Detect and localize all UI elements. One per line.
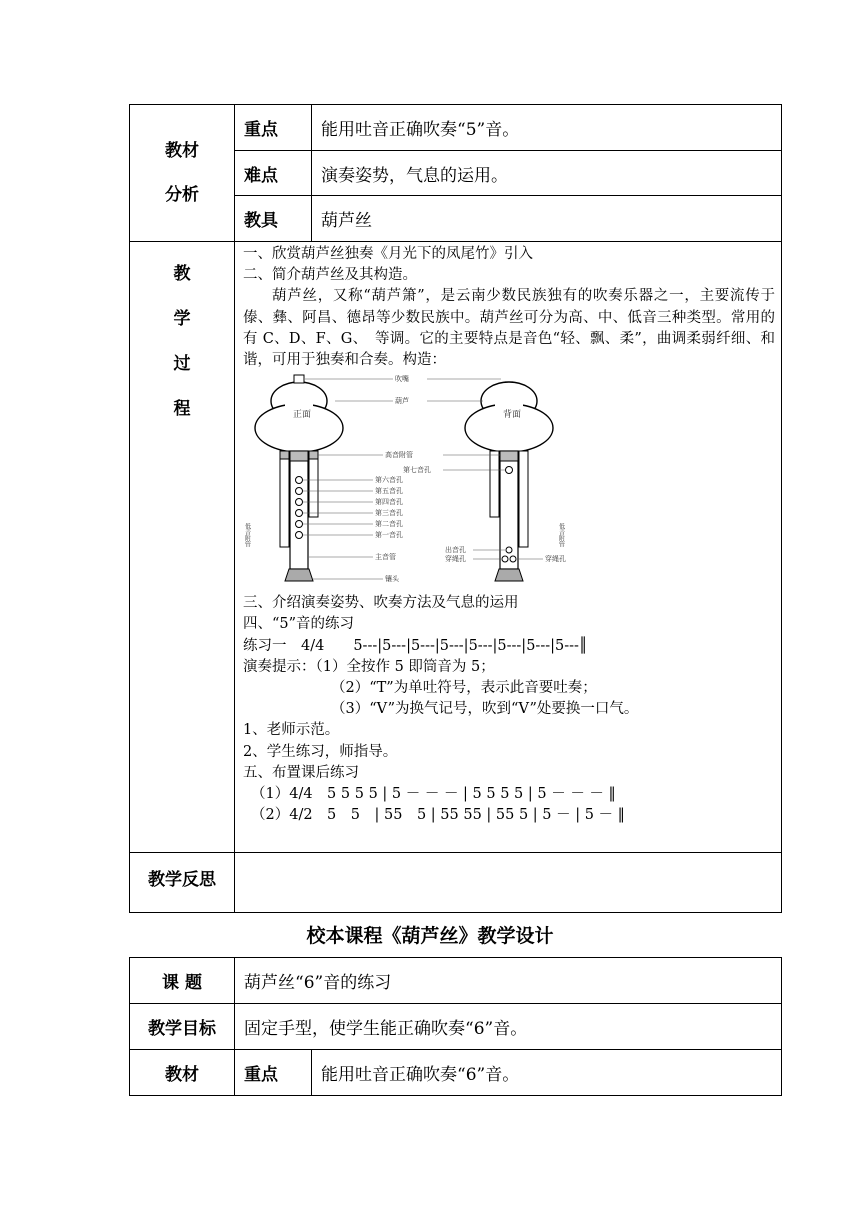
analysis-label-2: 分析 <box>165 185 199 205</box>
key-point-value: 能用吐音正确吹奏“5”音。 <box>312 105 782 151</box>
process-char-4: 程 <box>173 399 191 419</box>
front-gourd-icon <box>255 375 343 581</box>
label-hole-3: 第三音孔 <box>375 509 403 518</box>
label-rope-hole-right: 穿绳孔 <box>545 555 566 564</box>
label-hole-5: 第五音孔 <box>375 487 403 496</box>
difficulty-label: 难点 <box>235 151 312 196</box>
reflection-value <box>235 853 782 913</box>
goal-label: 教学目标 <box>130 1004 235 1050</box>
tip-3: （3）“V”为换气记号，吹到“V”处要换一口气。 <box>331 701 639 718</box>
label-sound-hole: 出音孔 <box>445 546 466 555</box>
label-low-pipe-left: 低音附管 <box>243 523 251 548</box>
material-label: 教材 <box>130 1050 235 1096</box>
back-label: 背面 <box>503 410 522 421</box>
label-hole-6: 第六音孔 <box>375 476 403 485</box>
label-rope-hole-left: 穿绳孔 <box>445 555 466 564</box>
label-hole-1: 第一音孔 <box>375 531 403 540</box>
teaching-aid-value: 葫芦丝 <box>312 196 782 242</box>
process-content <box>235 242 782 853</box>
label-hole-2: 第二音孔 <box>375 520 403 529</box>
key-point-value-2: 能用吐音正确吹奏“6”音。 <box>312 1050 782 1096</box>
label-low-pipe-right: 低音附管 <box>557 523 565 548</box>
key-point-label: 重点 <box>235 105 312 151</box>
back-gourd-icon <box>465 382 553 581</box>
goal-value: 固定手型，使学生能正确吹奏“6”音。 <box>235 1004 782 1050</box>
key-point-label-2: 重点 <box>235 1050 312 1096</box>
tip-2: （2）“T”为单吐符号，表示此音要吐奏； <box>331 680 597 697</box>
sub-step-2: 2、学生练习，师指导。 <box>243 743 398 760</box>
step-3: 三、介绍演奏姿势、吹奏方法及气息的运用 <box>243 595 519 612</box>
teaching-aid-label: 教具 <box>235 196 312 242</box>
exercise-1: 练习一 4/4 5---|5---|5---|5---|5---|5---|5---|5---║ <box>243 637 588 654</box>
topic-value: 葫芦丝“6”音的练习 <box>235 958 782 1004</box>
label-gourd: 葫芦 <box>395 397 409 406</box>
front-label: 正面 <box>293 410 312 421</box>
label-hole-4: 第四音孔 <box>375 498 403 507</box>
process-char-1: 教 <box>173 264 191 284</box>
tip-1: 演奏提示：（1）全按作 5 即筒音为 5； <box>243 658 495 675</box>
label-end-cap: 镶头 <box>385 575 399 584</box>
analysis-label-1: 教材 <box>165 141 199 161</box>
intro-paragraph: 葫芦丝，又称“葫芦箫”，是云南少数民族独有的吹奏乐器之一，主要流传于傣、彝、阿昌、德昂等少数民族中。葫芦丝可分为高、中、低音三种类型。常用的有 C、D、F、G、 等调。它的主要特点是音色“轻、飘、柔”，曲调柔弱纤细、和谐，可用于独奏和合奏。构造： <box>243 288 775 369</box>
difficulty-value: 演奏姿势，气息的运用。 <box>312 151 782 196</box>
analysis-label-cell <box>130 105 235 242</box>
homework-2: （2）4/2 5 5 | 55 5 | 55 55 | 55 5 | 5 － | 5 － ‖ <box>251 807 625 824</box>
process-char-2: 学 <box>173 309 191 329</box>
label-high-pipe: 高音附管 <box>385 451 413 460</box>
lesson-table-1 <box>129 104 782 913</box>
label-mouthpiece: 吹嘴 <box>395 375 409 384</box>
label-hole-7: 第七音孔 <box>403 466 431 475</box>
step-1: 一、欣赏葫芦丝独奏《月光下的凤尾竹》引入 <box>243 246 533 262</box>
homework-1: （1）4/4 5 5 5 5 | 5 － － － | 5 5 5 5 | 5 － － － ‖ <box>251 786 616 803</box>
topic-label: 课 题 <box>130 958 235 1004</box>
step-5: 五、布置课后练习 <box>243 764 359 781</box>
step-4: 四、“5”音的练习 <box>243 616 355 633</box>
step-2: 二、简介葫芦丝及其构造。 <box>243 267 417 284</box>
lesson-table-2 <box>129 957 782 1096</box>
document-title-2: 校本课程《葫芦丝》教学设计 <box>306 925 554 947</box>
hulusi-structure-diagram <box>243 373 583 591</box>
process-label-cell <box>130 242 235 853</box>
sub-step-1: 1、老师示范。 <box>243 722 340 739</box>
label-main-pipe: 主音管 <box>375 553 396 562</box>
process-char-3: 过 <box>173 354 191 374</box>
reflection-label: 教学反思 <box>130 853 235 913</box>
